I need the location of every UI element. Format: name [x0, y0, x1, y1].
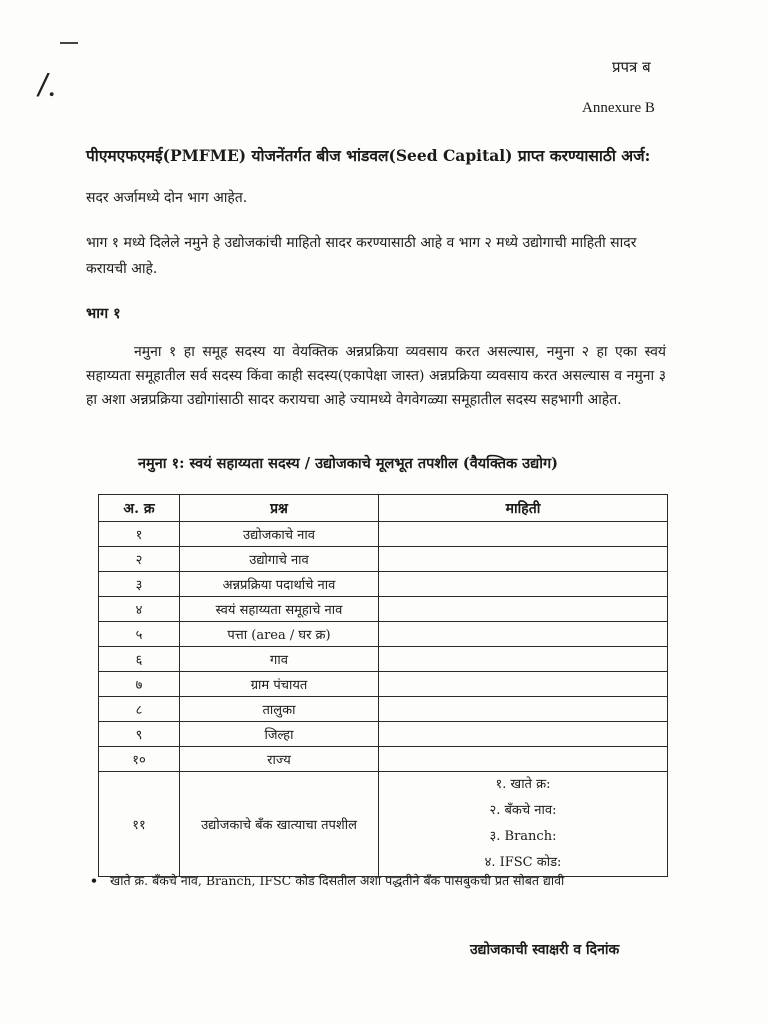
row-sn: ६ — [99, 647, 180, 672]
table-row — [99, 747, 668, 772]
row-question: तालुका — [180, 697, 379, 722]
row-question: अन्नप्रक्रिया पदार्थाचे नाव — [180, 572, 379, 597]
table-row — [99, 597, 668, 622]
passbook-note — [90, 872, 564, 889]
part-1-paragraph: नमुना १ हा समूह सदस्य या वेयक्तिक अन्नप्रक्रिया व्यवसाय करत असल्यास, नमुना २ हा एका स्वयं सहाय्यता समूहातील सर्व सदस्य किंवा काही सदस्य(एकापेक्षा जास्त) अन्नप्रक्रिया व्यवसाय करत असल्यास व नमुना ३ हा अशा अन्नप्रक्रिया उद्योगांसाठी सादर करायचा आहे ज्यामध्ये वेगवेगळ्या समूहातील सदस्य सहभागी आहेत. — [86, 344, 666, 408]
row-answer-field[interactable] — [379, 672, 668, 697]
signature-label: उद्योजकाची स्वाक्षरी व दिनांक — [470, 942, 620, 958]
bank-branch-field[interactable]: ३. Branch: — [489, 829, 557, 844]
intro-line-1: सदर अर्जामध्ये दोन भाग आहेत. — [86, 190, 248, 206]
row-answer-field[interactable] — [379, 722, 668, 747]
row-answer-field[interactable] — [379, 547, 668, 572]
bank-details-row — [99, 772, 668, 877]
table-caption: नमुना १: स्वयं सहाय्यता सदस्य / उद्योजकाचे मूलभूत तपशील (वैयक्तिक उद्योग) — [138, 455, 559, 472]
row-sn: ११ — [99, 772, 180, 877]
table-row — [99, 547, 668, 572]
row-question: पत्ता (area / घर क्र) — [180, 622, 379, 647]
header-info: माहिती — [379, 495, 668, 522]
row-answer-field[interactable] — [379, 622, 668, 647]
row-question: जिल्हा — [180, 722, 379, 747]
row-answer-field[interactable] — [379, 597, 668, 622]
row-sn: ७ — [99, 672, 180, 697]
row-sn: ८ — [99, 697, 180, 722]
row-question: ग्राम पंचायत — [180, 672, 379, 697]
details-table — [98, 494, 668, 877]
row-answer-field[interactable] — [379, 647, 668, 672]
row-sn: ५ — [99, 622, 180, 647]
row-question: स्वयं सहाय्यता समूहाचे नाव — [180, 597, 379, 622]
part-1-heading: भाग १ — [86, 305, 121, 322]
form-tag: प्रपत्र ब — [612, 58, 651, 76]
bullet-icon: • — [90, 873, 98, 888]
row-answer-field[interactable] — [379, 697, 668, 722]
table-row — [99, 722, 668, 747]
table-row — [99, 647, 668, 672]
table-header-row — [99, 495, 668, 522]
row-sn: ९ — [99, 722, 180, 747]
row-sn: ४ — [99, 597, 180, 622]
table-row — [99, 522, 668, 547]
table-row — [99, 672, 668, 697]
row-question: उद्योजकाचे बँक खात्याचा तपशील — [180, 772, 379, 877]
row-sn: १ — [99, 522, 180, 547]
note-text: खाते क्र. बँकचे नाव, Branch, IFSC कोड दिसतील अशा पद्धतीने बँक पासबुकची प्रत सोबत द्यावी — [110, 873, 565, 888]
row-question: उद्योगाचे नाव — [180, 547, 379, 572]
row-question: गाव — [180, 647, 379, 672]
bank-account-number-field[interactable]: १. खाते क्र: — [495, 777, 551, 792]
header-question: प्रश्न — [180, 495, 379, 522]
bank-name-field[interactable]: २. बँकचे नाव: — [489, 803, 557, 818]
row-sn: ३ — [99, 572, 180, 597]
margin-dash — [60, 42, 78, 44]
table-row — [99, 697, 668, 722]
annexure-label: Annexure B — [582, 100, 655, 116]
row-sn: २ — [99, 547, 180, 572]
document-title: पीएमएफएमई(PMFME) योजनेंतर्गत बीज भांडवल(Seed Capital) प्राप्त करण्यासाठी अर्ज: — [86, 146, 651, 165]
row-answer-field[interactable] — [379, 572, 668, 597]
row-answer-field[interactable] — [379, 747, 668, 772]
row-answer-field[interactable] — [379, 522, 668, 547]
intro-line-2: भाग १ मध्ये दिलेले नमुने हे उद्योजकांची माहितो सादर करण्यासाठी आहे व भाग २ मध्ये उद्योगाची माहिती सादर करायची आहे. — [86, 235, 637, 277]
row-question: राज्य — [180, 747, 379, 772]
margin-mark: /. — [35, 66, 60, 105]
row-question: उद्योजकाचे नाव — [180, 522, 379, 547]
row-sn: १० — [99, 747, 180, 772]
table-row — [99, 622, 668, 647]
bank-details-cell — [379, 772, 668, 877]
header-sn: अ. क्र — [99, 495, 180, 522]
bank-ifsc-field[interactable]: ४. IFSC कोड: — [484, 855, 562, 870]
table-row — [99, 572, 668, 597]
